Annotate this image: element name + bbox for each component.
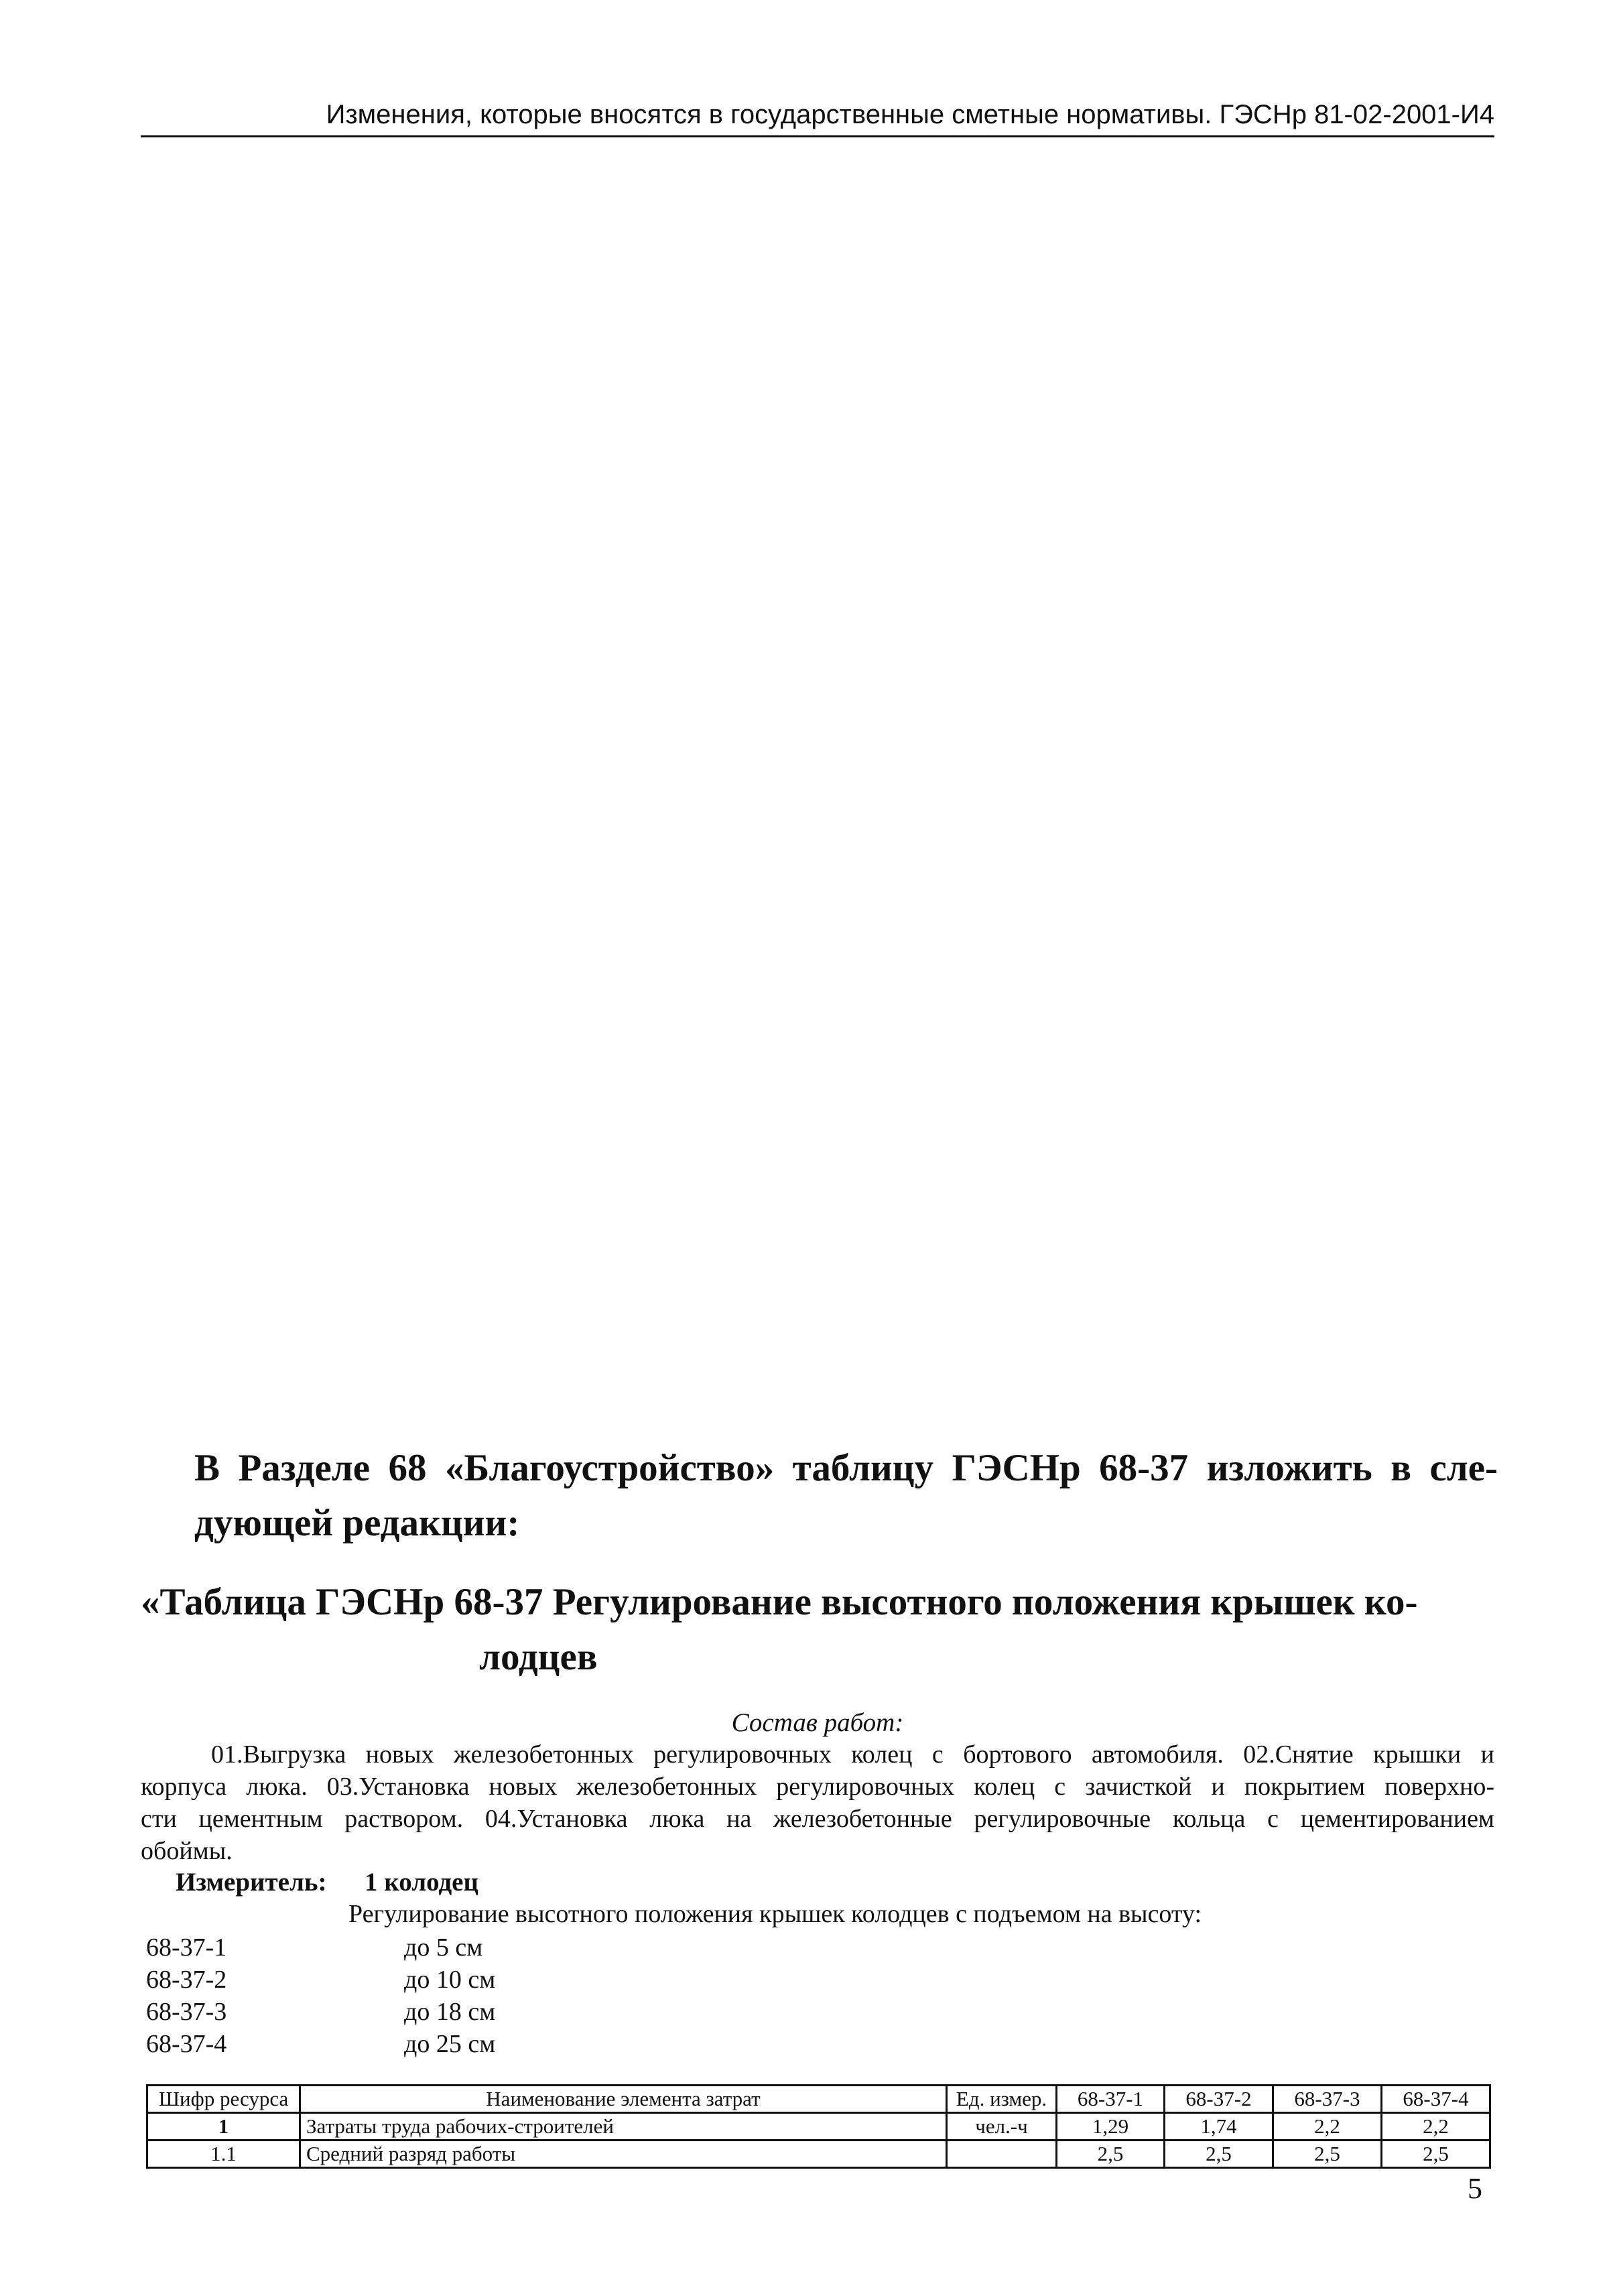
norm-code: 68-37-3 [146, 1998, 227, 2026]
page-header [141, 94, 1494, 137]
resource-unit: чел.-ч [947, 2113, 1057, 2141]
measure-value: 1 колодец [365, 1868, 478, 1897]
norm-code: 68-37-1 [146, 1933, 227, 1962]
resource-value: 2,2 [1382, 2113, 1490, 2141]
norm-height: до 25 см [404, 2030, 496, 2058]
norm-code: 68-37-2 [146, 1966, 227, 1994]
column-header: Наименование элемента затрат [300, 2086, 947, 2113]
resource-name: Затраты труда рабочих-строителей [300, 2113, 947, 2141]
column-header: 68-37-3 [1273, 2086, 1382, 2113]
table-header-row [147, 2086, 1490, 2113]
resource-value: 2,5 [1273, 2141, 1382, 2168]
resource-table [146, 2084, 1491, 2169]
section-heading-line-1: В Разделе 68 «Благоустройство» таблицу ГЭСНр 68-37 изложить в сле- [194, 1447, 1498, 1489]
column-header: 68-37-1 [1057, 2086, 1165, 2113]
column-header: Ед. измер. [947, 2086, 1057, 2113]
norm-height: до 10 см [404, 1966, 496, 1994]
resource-unit [947, 2141, 1057, 2168]
resource-value: 1,29 [1057, 2113, 1165, 2141]
table-row [147, 2113, 1490, 2141]
header-text: Изменения, которые вносятся в государственные сметные нормативы. ГЭСНр 81-02-2001-И4 [326, 100, 1494, 129]
table-title [141, 1575, 1474, 1685]
work-composition-heading: Состав работ: [731, 1708, 904, 1737]
norm-code: 68-37-4 [146, 2030, 227, 2058]
table-title-line-1: «Таблица ГЭСНр 68-37 Регулирование высотного положения крышек ко- [141, 1581, 1418, 1623]
resource-value: 2,2 [1273, 2113, 1382, 2141]
resource-code: 1 [147, 2113, 300, 2141]
section-heading [194, 1441, 1498, 1551]
resource-value: 2,5 [1057, 2141, 1165, 2168]
measure-unit [176, 1867, 478, 1897]
list-item [146, 1964, 495, 1996]
work-text-line: сти цементным раствором. 04.Установка люка на железобетонные регулировочные кольца с цементированием [141, 1805, 1494, 1833]
norm-height: до 5 см [404, 1933, 483, 1962]
column-header: Шифр ресурса [147, 2086, 300, 2113]
column-header: 68-37-2 [1165, 2086, 1273, 2113]
work-text-line: корпуса люка. 03.Установка новых железобетонных регулировочных колец с зачисткой и покрытием поверхно- [141, 1773, 1494, 1801]
resource-name: Средний разряд работы [300, 2141, 947, 2168]
measure-label: Измеритель: [176, 1868, 327, 1897]
list-item [146, 1996, 495, 2028]
section-heading-line-2: дующей редакции: [194, 1502, 520, 1544]
page-number: 5 [1468, 2172, 1482, 2205]
norm-height: до 18 см [404, 1998, 496, 2026]
table-title-line-2: лодцев [479, 1636, 598, 1678]
list-item [146, 1931, 495, 1964]
work-composition-text [141, 1738, 1494, 1867]
table-row [147, 2141, 1490, 2168]
resource-value: 1,74 [1165, 2113, 1273, 2141]
norm-code-list [146, 1931, 495, 2060]
column-header: 68-37-4 [1382, 2086, 1490, 2113]
resource-value: 2,5 [1165, 2141, 1273, 2168]
resource-value: 2,5 [1382, 2141, 1490, 2168]
resource-code: 1.1 [147, 2141, 300, 2168]
work-text-line: обоймы. [141, 1837, 233, 1865]
work-text-line: 01.Выгрузка новых железобетонных регулировочных колец с бортового автомобиля. 02.Снятие крышки и [211, 1740, 1494, 1769]
list-item [146, 2028, 495, 2060]
regulation-description: Регулирование высотного положения крышек колодцев с подъемом на высоту: [348, 1900, 1202, 1928]
